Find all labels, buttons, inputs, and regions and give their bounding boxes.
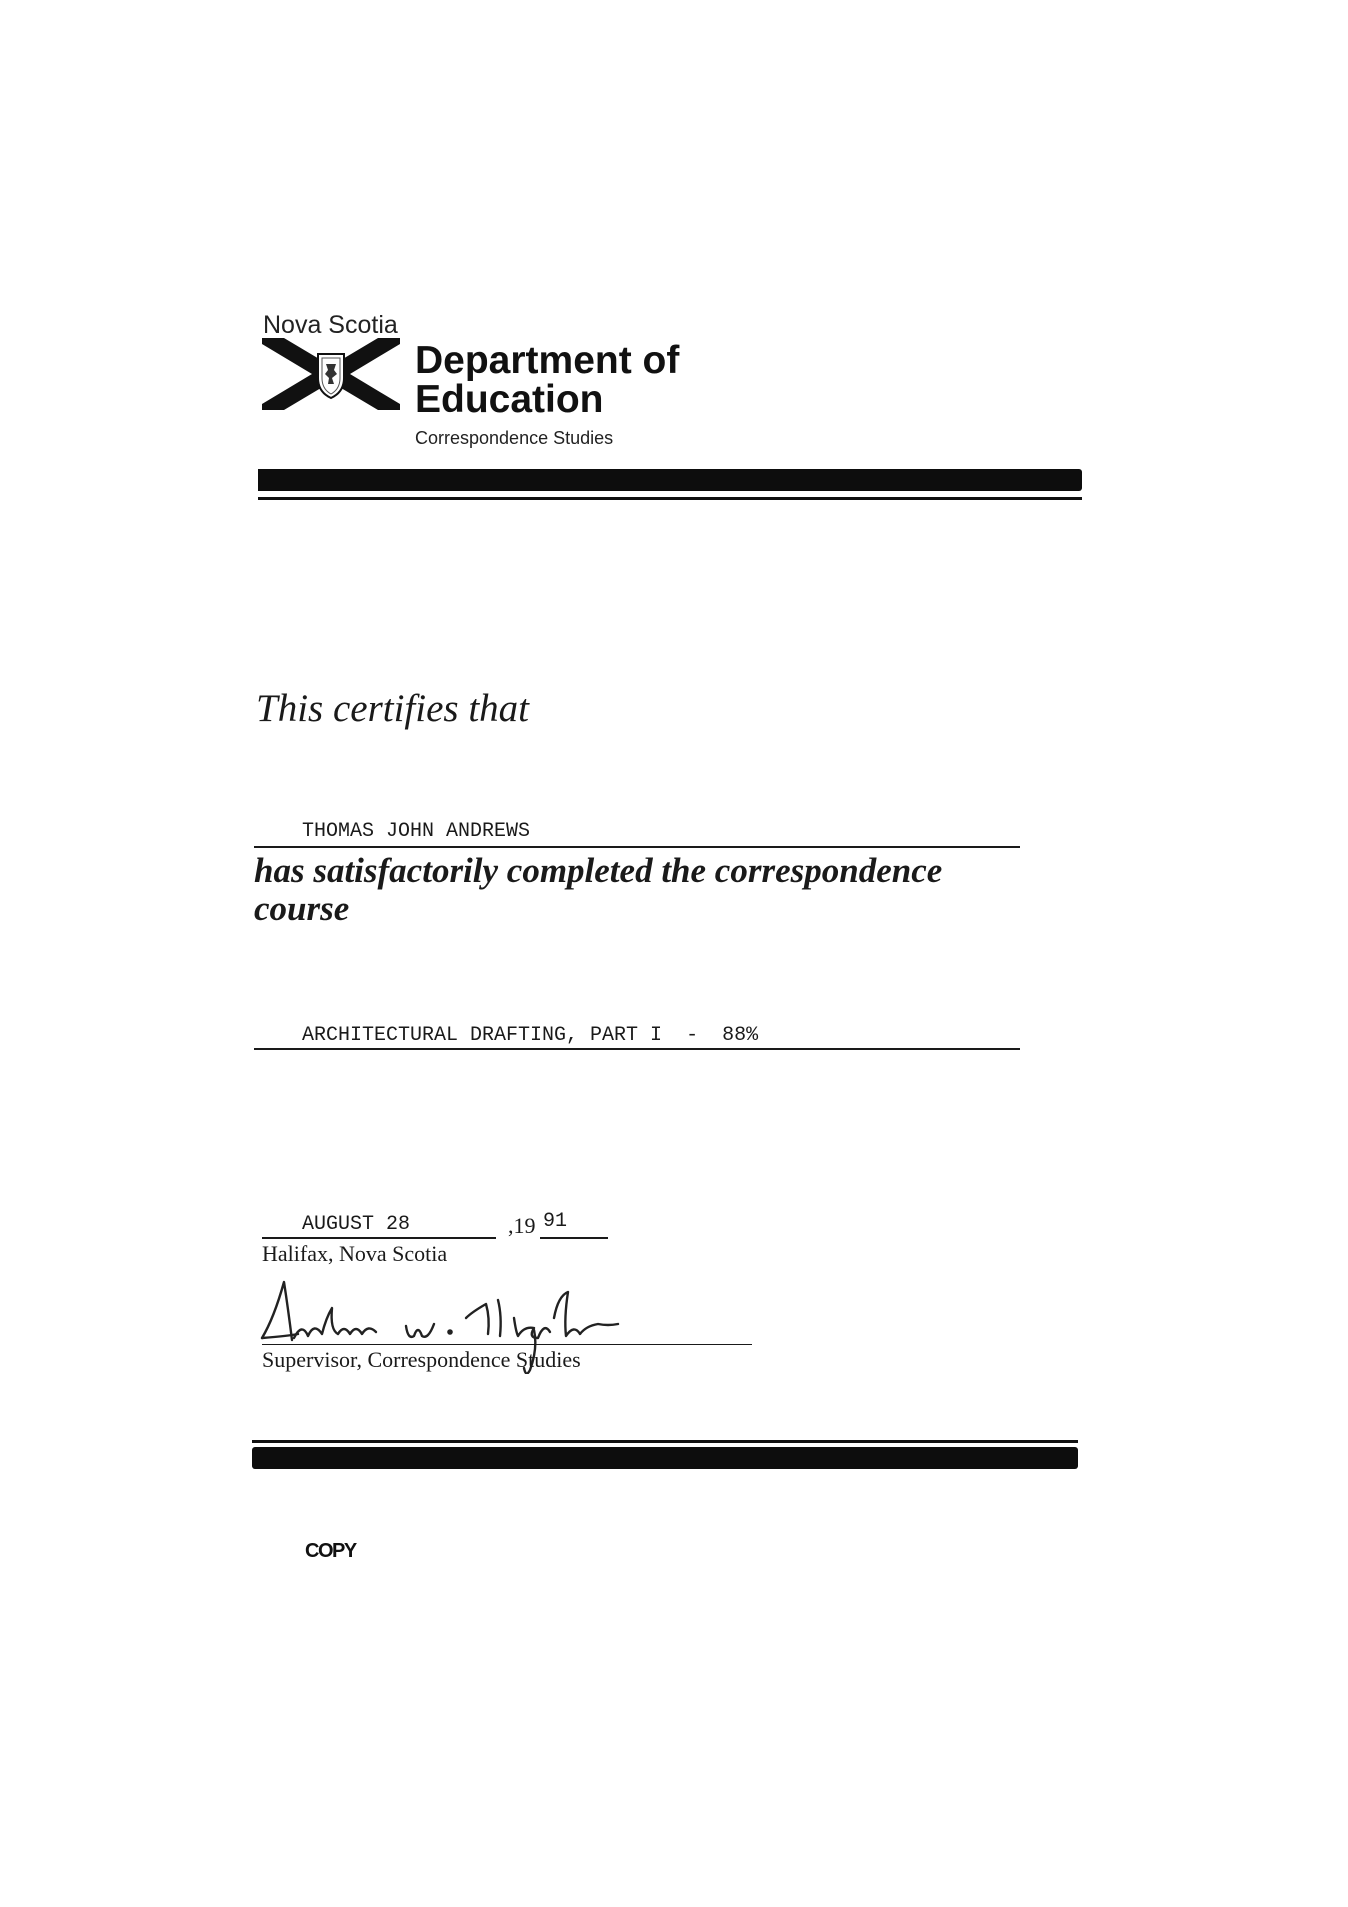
recipient-name-line xyxy=(254,846,1020,848)
department-title-line-1: Department of xyxy=(415,339,680,382)
nova-scotia-flag-icon xyxy=(262,338,400,410)
signature-line xyxy=(262,1344,752,1345)
province-label: Nova Scotia xyxy=(263,311,398,339)
course-line xyxy=(254,1048,1020,1050)
issue-place: Halifax, Nova Scotia xyxy=(262,1241,448,1266)
date-line xyxy=(262,1237,496,1239)
year-prefix: ,19 xyxy=(508,1213,536,1238)
bottom-thick-rule xyxy=(252,1447,1078,1469)
copy-stamp: COPY xyxy=(305,1540,356,1562)
unit-label: Correspondence Studies xyxy=(415,428,614,448)
completion-statement: has satisfactorily completed the correspondence course xyxy=(254,851,943,928)
department-title-line-2: Education xyxy=(415,378,604,421)
year-line xyxy=(540,1237,608,1239)
year-suffix: 91 xyxy=(543,1210,568,1233)
certifies-intro: This certifies that xyxy=(256,687,529,730)
bottom-thin-rule xyxy=(252,1440,1078,1443)
issue-date: AUGUST 28 xyxy=(302,1213,411,1236)
top-thin-rule xyxy=(258,497,1082,500)
top-thick-rule xyxy=(258,469,1082,491)
course-and-grade: ARCHITECTURAL DRAFTING, PART I - 88% xyxy=(302,1024,759,1047)
signer-title: Supervisor, Correspondence Studies xyxy=(262,1347,581,1372)
recipient-name: THOMAS JOHN ANDREWS xyxy=(302,820,531,843)
